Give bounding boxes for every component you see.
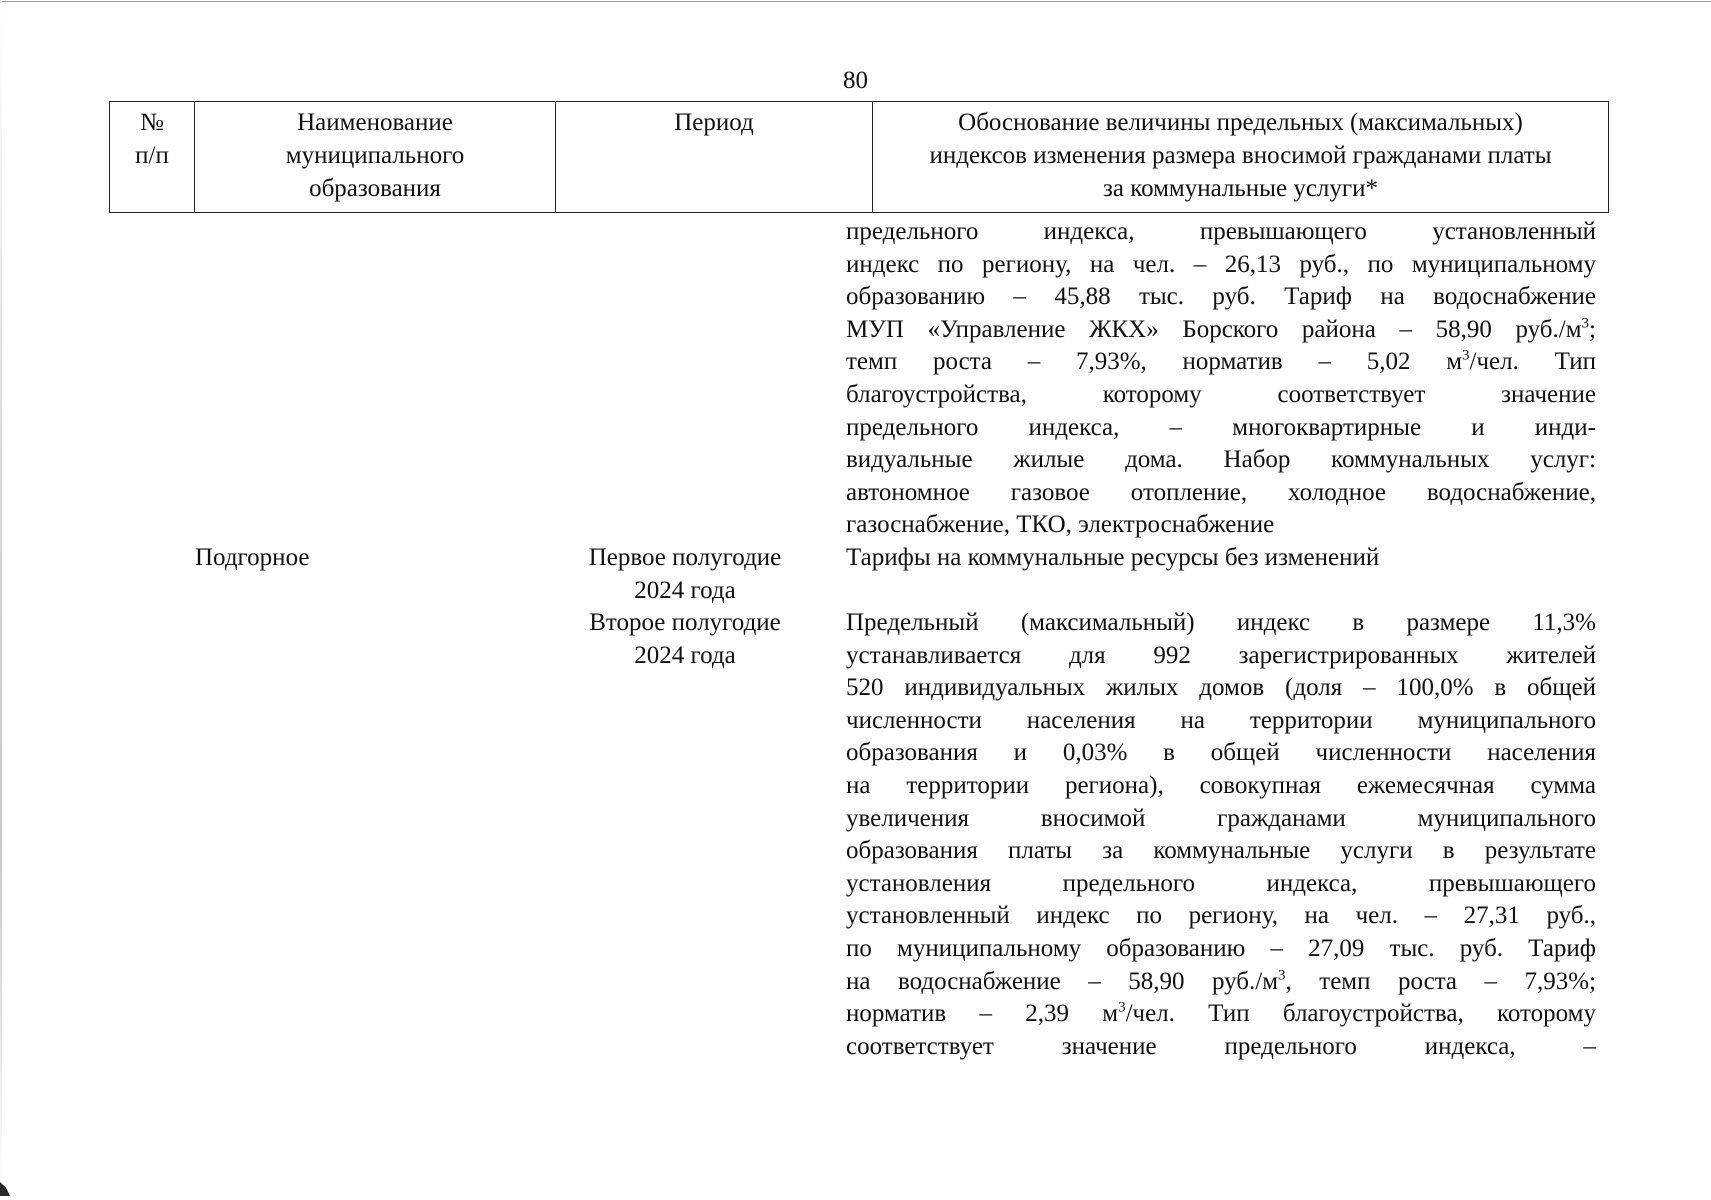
period-first-half: Первое полугодие 2024 года [588,544,782,604]
municipality-name: Подгорное [195,544,310,571]
scan-edge-top [0,1,1711,2]
header-period: Период [556,102,873,213]
table-header [109,101,1609,213]
header-number: № п/п [110,102,195,213]
period2-basis: Предельный (максимальный) индекс в размере 11,3% устанавливается для 992 зарегистрированных жителей 520 индивидуальных жилых домов (доля – 100,0% в общей численности населения на территории муниципального образования и 0,03% в общей численности населения на территории региона), совокупная ежемесячная сумма увеличения вносимой гражданами муниципального образования платы за коммунальные услуги в результате установления предельного индекса, превышающего установленный индекс по региону, на чел. – 27,31 руб., по муниципальному образованию – 27,09 тыс. руб. Тариф на водоснабжение – 58,90 $руб./м^3$, темп роста – 7,93%; норматив – 2,39 $м^3$/чел. Тип благоустройства, которому соответствует значение предельного индекса, – [846,609,1596,1060]
header-basis: Обоснование величины предельных (максимальных) индексов изменения размера вносимой гражданами платы за коммунальные услуги* [873,102,1609,213]
scan-mark [0,1182,10,1196]
page-number: 80 [843,67,868,94]
period-second-half: Второе полугодие 2024 года [589,609,781,669]
header-municipality: Наименование муниципального образования [195,102,556,213]
scan-edge-left [0,0,2,1200]
continuation-text: предельного индекса, превышающего установленный индекс по региону, на чел. – 26,13 руб., по муниципальному образованию – 45,88 тыс. руб. Тариф на водоснабжение МУП «Управление ЖКХ» Борского района – 58,90 $руб./м^3$; темп роста – 7,93%, норматив – 5,02 $м^3$/чел. Тип благоустройства, которому соответствует значение предельного индекса, – многоквартирные и инди- видуальные жилые дома. Набор коммунальных услуг: автономное газовое отопление, холодное водоснабжение, газоснабжение, ТКО, электроснабжение [846,218,1596,539]
period1-basis: Тарифы на коммунальные ресурсы без изменений [846,544,1380,571]
